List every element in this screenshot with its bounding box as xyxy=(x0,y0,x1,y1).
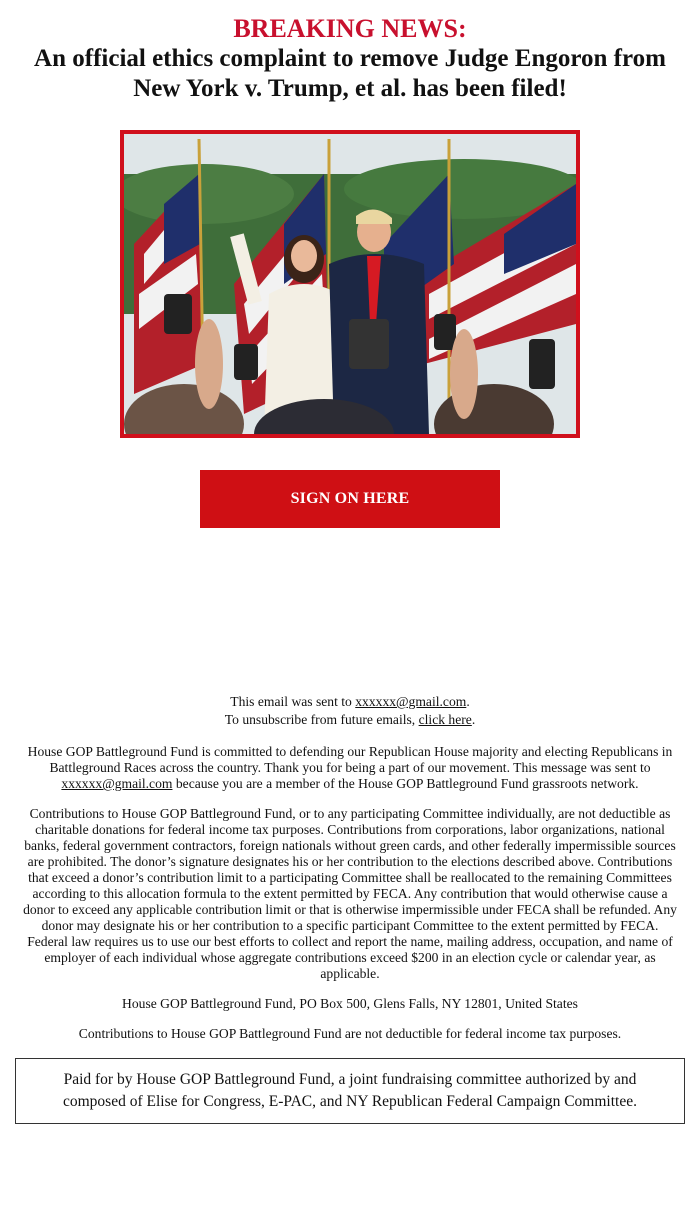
about-text-1: House GOP Battleground Fund is committed to defending our Republican House majority and electing Republicans in Battleground Races across the country. Thank you for being a part of our movement. This message was sent to xyxy=(27,744,673,775)
hero-photo[interactable] xyxy=(120,130,580,438)
recipient-email-link[interactable]: xxxxxx@gmail.com xyxy=(355,694,467,709)
sent-to-notice xyxy=(22,694,678,710)
sent-prefix: This email was sent to xyxy=(230,694,356,709)
about-text-2: because you are a member of the House GOP Battleground Fund grassroots network. xyxy=(172,776,639,791)
about-paragraph xyxy=(22,744,678,792)
breaking-news-label: BREAKING NEWS: xyxy=(233,14,467,43)
unsubscribe-notice xyxy=(22,712,678,728)
unsubscribe-link[interactable]: click here xyxy=(418,712,472,727)
about-email-link[interactable]: xxxxxx@gmail.com xyxy=(61,776,173,791)
paid-for-by-box: Paid for by House GOP Battleground Fund, a joint fundraising committee authorized by and composed of Elise for Congress, E-PAC, and NY Republican Federal Campaign Committee. xyxy=(15,1058,685,1124)
headline xyxy=(0,14,700,104)
rally-photo-image xyxy=(124,134,576,434)
sign-on-here-button[interactable]: SIGN ON HERE xyxy=(200,470,500,528)
footer xyxy=(0,694,700,1042)
unsubscribe-prefix: To unsubscribe from future emails, xyxy=(224,712,419,727)
sent-suffix: . xyxy=(466,694,470,709)
email-body xyxy=(0,14,700,1124)
unsubscribe-suffix: . xyxy=(471,712,476,727)
contribution-disclaimer: Contributions to House GOP Battleground Fund, or to any participating Committee individually, are not deductible as charitable donations for federal income tax purposes. Contributions from corporations, labor organizations, national banks, federal government contractors, foreign nationals without green cards, and other federally impermissible sources are prohibited. The donor’s signature designates his or her contribution to the elections described above. Contributions that exceed a donor’s contribution limit to a participating Committee shall be reallocated to the remaining Committees according to this allocation formula to the extent permitted by FECA. Any contribution that would otherwise cause a donor to exceed any applicable contribution limit or that is otherwise impermissible under FECA shall be refunded. Any donor may designate his or her contribution to a specific participant Committee to the extent permitted by FECA. Federal law requires us to use our best efforts to collect and report the name, mailing address, occupation, and name of employer of each individual whose aggregate contributions exceed $200 in an election cycle or calendar year, as applicable. xyxy=(23,806,677,981)
mailing-address: House GOP Battleground Fund, PO Box 500, Glens Falls, NY 12801, United States xyxy=(122,996,578,1011)
tax-note: Contributions to House GOP Battleground Fund are not deductible for federal income tax purposes. xyxy=(78,1026,622,1041)
headline-text: An official ethics complaint to remove Judge Engoron from New York v. Trump, et al. has been filed! xyxy=(34,45,666,102)
